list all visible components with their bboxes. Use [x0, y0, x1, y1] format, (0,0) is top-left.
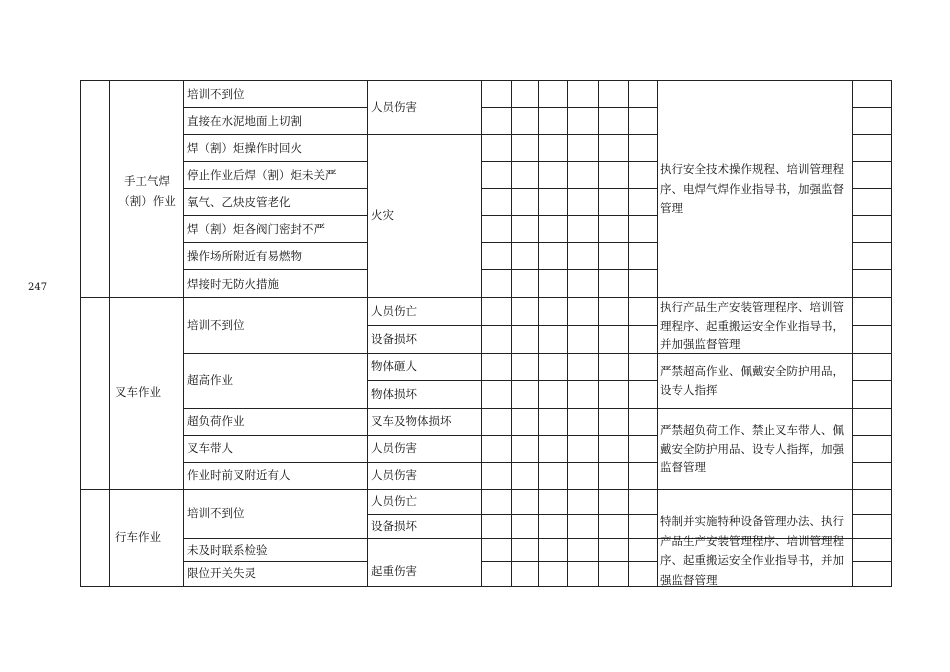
row-line: [852, 188, 892, 189]
measure-cell: 严禁超高作业、佩戴安全防护用品，设专人指挥: [660, 364, 844, 397]
cause-cell: 焊（割）炬各阀门密封不严: [187, 222, 325, 236]
consequence-cell: 叉车及物体损坏: [371, 414, 452, 428]
cause-cell: 停止作业后焊（割）炬未关严: [187, 168, 337, 182]
table-border-right: [891, 80, 892, 587]
row-line: [481, 188, 658, 189]
measure-cell: 执行产品生产安装管理程序、培训管理程序、起重搬运安全作业指导书，并加强监督管理: [660, 300, 844, 351]
consequence-cell: 物体损坏: [371, 387, 417, 401]
row-line: [852, 161, 892, 162]
cause-cell: 焊接时无防火措施: [187, 277, 279, 291]
row-line: [852, 462, 892, 463]
col-line: [367, 80, 368, 587]
row-line: [183, 107, 368, 108]
cause-cell: 氧气、乙炔皮管老化: [187, 195, 291, 209]
col-line: [852, 80, 853, 587]
col-line: [109, 80, 110, 587]
consequence-cell: 火灾: [371, 208, 394, 222]
cause-cell: 培训不到位: [187, 506, 245, 520]
cause-cell: 培训不到位: [187, 318, 245, 332]
row-line: [481, 561, 658, 562]
row-line: [183, 462, 658, 463]
row-line: [852, 134, 892, 135]
activity-label: 手工气焊（割）作业: [118, 174, 176, 208]
row-line: [367, 514, 658, 515]
row-line: [852, 215, 892, 216]
activity-label: 行车作业: [115, 530, 161, 544]
row-line: [183, 242, 368, 243]
row-line: [852, 107, 892, 108]
col-line: [567, 80, 568, 587]
cause-cell: 焊（割）炬操作时回火: [187, 141, 302, 155]
row-line: [183, 435, 658, 436]
col-line: [481, 80, 482, 587]
consequence-cell: 起重伤害: [371, 564, 417, 578]
consequence-cell: 人员伤亡: [371, 494, 417, 508]
table-border-left: [80, 80, 81, 587]
row-line: [367, 325, 658, 326]
measure-cell: 严禁超负荷工作、禁止叉车带人、佩戴安全防护用品、设专人指挥，加强监督管理: [660, 423, 844, 474]
col-line: [511, 80, 512, 587]
row-line: [183, 134, 481, 135]
row-line: [852, 242, 892, 243]
consequence-cell: 设备损坏: [371, 332, 417, 346]
table-border-top: [80, 80, 892, 81]
consequence-cell: 人员伤害: [371, 100, 417, 114]
row-line: [852, 380, 892, 381]
row-line: [481, 215, 658, 216]
consequence-cell: 人员伤亡: [371, 304, 417, 318]
col-line: [657, 80, 658, 587]
cause-cell: 操作场所附近有易燃物: [187, 249, 302, 263]
row-line: [852, 435, 892, 436]
col-line: [628, 80, 629, 587]
cause-cell: 培训不到位: [187, 87, 245, 101]
consequence-cell: 人员伤害: [371, 441, 417, 455]
row-line: [481, 161, 658, 162]
cause-cell: 作业时前叉附近有人: [187, 468, 291, 482]
row-line: [183, 269, 368, 270]
row-line: [481, 269, 658, 270]
consequence-cell: 设备损坏: [371, 519, 417, 533]
row-line: [183, 408, 892, 409]
row-line: [183, 215, 368, 216]
row-line: [183, 161, 368, 162]
row-line: [183, 188, 368, 189]
cause-cell: 叉车带人: [187, 441, 233, 455]
row-line: [852, 269, 892, 270]
row-line: [852, 325, 892, 326]
consequence-cell: 物体砸人: [371, 359, 417, 373]
cause-cell: 限位开关失灵: [187, 566, 256, 580]
cause-cell: 超高作业: [187, 373, 233, 387]
cause-cell: 超负荷作业: [187, 414, 245, 428]
measure-cell: 执行安全技术操作规程、培训管理程序、电焊气焊作业指导书，加强监督管理: [660, 162, 844, 215]
consequence-cell: 人员伤害: [371, 468, 417, 482]
cause-cell: 未及时联系检验: [187, 543, 268, 557]
row-line: [481, 242, 658, 243]
row-line: [852, 561, 892, 562]
cause-cell: 直接在水泥地面上切割: [187, 114, 302, 128]
page-number: 247: [28, 282, 48, 293]
activity-label: 叉车作业: [115, 385, 161, 399]
measure-cell: 特制并实施特种设备管理办法、执行产品生产安装管理程序、培训管理程序、起重搬运安全作业指导书，并加强监督管理: [660, 514, 844, 587]
row-line: [367, 380, 658, 381]
row-line: [183, 561, 368, 562]
row-line: [852, 514, 892, 515]
row-line: [481, 107, 658, 108]
row-line: [481, 134, 658, 135]
col-line: [538, 80, 539, 587]
col-line: [598, 80, 599, 587]
section-line: [80, 489, 892, 490]
col-line: [183, 80, 184, 587]
